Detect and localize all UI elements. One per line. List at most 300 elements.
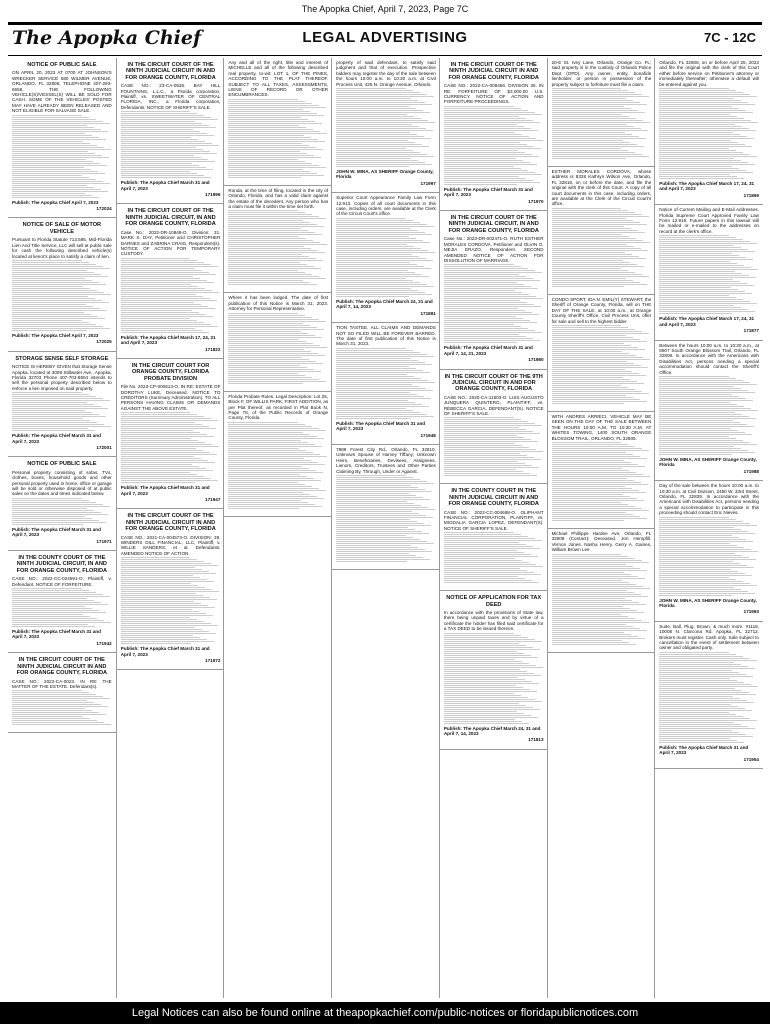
text-line bbox=[336, 128, 426, 129]
text-line bbox=[336, 517, 433, 518]
text-line bbox=[552, 462, 632, 463]
text-line bbox=[552, 102, 641, 103]
text-line bbox=[444, 304, 534, 305]
text-line bbox=[336, 94, 427, 95]
text-line bbox=[121, 575, 194, 576]
text-line bbox=[121, 324, 212, 325]
text-line bbox=[12, 600, 94, 601]
text-line bbox=[228, 123, 322, 124]
text-line bbox=[12, 606, 85, 607]
text-line bbox=[228, 488, 319, 489]
text-line bbox=[659, 587, 734, 588]
text-line bbox=[12, 175, 82, 176]
text-line bbox=[336, 551, 432, 552]
text-line bbox=[552, 90, 629, 91]
text-line bbox=[12, 522, 106, 523]
text-line bbox=[444, 328, 528, 329]
text-line bbox=[659, 555, 742, 556]
text-line bbox=[444, 126, 524, 127]
text-line bbox=[12, 622, 111, 623]
text-line bbox=[552, 466, 646, 467]
text-line bbox=[121, 145, 220, 146]
legal-notices-columns bbox=[8, 58, 762, 998]
text-line bbox=[659, 178, 744, 179]
text-line bbox=[228, 135, 304, 136]
text-line bbox=[12, 424, 104, 425]
text-line bbox=[444, 671, 527, 672]
text-line bbox=[228, 321, 326, 322]
text-line bbox=[336, 102, 425, 103]
text-line bbox=[336, 234, 432, 235]
text-line bbox=[444, 459, 541, 460]
text-line bbox=[228, 109, 303, 110]
text-line bbox=[336, 282, 420, 283]
text-line bbox=[552, 367, 649, 368]
text-line bbox=[336, 489, 425, 490]
text-line bbox=[121, 139, 199, 140]
text-line bbox=[659, 88, 729, 89]
text-line bbox=[552, 327, 629, 328]
publish-dates: JOHN W. MINA, AS SHERIFF Orange County, Florida bbox=[336, 169, 434, 180]
notice-id: 171997 bbox=[420, 180, 436, 186]
text-line bbox=[444, 336, 526, 337]
text-line bbox=[659, 132, 733, 133]
legal-notice bbox=[548, 529, 656, 653]
text-line bbox=[444, 106, 514, 107]
text-line bbox=[228, 230, 308, 231]
text-line bbox=[336, 380, 428, 381]
notice-body: In accordance with the provisions of State law, there being unpaid taxes and by virtue of a certificate the holder has filed said certificate for a TAX DEED to be issued thereon. bbox=[443, 610, 544, 632]
text-line bbox=[659, 241, 750, 242]
text-line bbox=[552, 616, 629, 617]
text-line bbox=[444, 332, 542, 333]
text-line bbox=[121, 153, 218, 154]
publish-dates: Publish: The Apopka Chief March 17, 24, 31 and April 7, 2023 bbox=[659, 181, 755, 192]
text-line bbox=[336, 296, 409, 297]
text-line bbox=[552, 353, 630, 354]
legal-notice bbox=[548, 58, 656, 167]
text-line bbox=[552, 256, 640, 257]
text-line bbox=[336, 154, 427, 155]
notice-body: CASE NO.: 2022-CC-004688-O. OLIPHANT FINANCIAL CORPORATION, PLAINTIFF, vs. MIGDALIA GARCIA LOPEZ, DEFENDANT(S). NOTICE OF SHERIFF'S SALE. bbox=[443, 509, 544, 531]
text-line bbox=[336, 256, 419, 257]
text-line bbox=[659, 98, 734, 99]
text-line bbox=[228, 171, 310, 172]
notice-title: IN THE CIRCUIT COURT OF THE NINTH JUDICIAL CIRCUIT IN AND FOR ORANGE COUNTY, FLORIDA bbox=[125, 62, 216, 81]
text-line bbox=[659, 712, 729, 713]
text-line bbox=[121, 123, 203, 124]
text-line bbox=[659, 257, 746, 258]
text-line bbox=[659, 684, 751, 685]
text-line bbox=[336, 352, 420, 353]
text-line bbox=[12, 262, 89, 263]
text-line bbox=[12, 167, 84, 168]
text-line bbox=[228, 490, 326, 491]
text-line bbox=[659, 386, 734, 387]
text-line bbox=[659, 303, 757, 304]
text-line bbox=[552, 610, 638, 611]
text-line bbox=[552, 274, 643, 275]
text-line bbox=[121, 611, 200, 612]
text-line bbox=[659, 146, 752, 147]
text-line bbox=[121, 260, 198, 261]
text-line bbox=[552, 474, 644, 475]
text-line bbox=[121, 631, 210, 632]
text-line bbox=[336, 372, 430, 373]
text-line bbox=[228, 272, 305, 273]
text-line bbox=[121, 637, 201, 638]
text-line bbox=[659, 682, 744, 683]
text-line bbox=[659, 406, 744, 407]
text-line bbox=[336, 543, 434, 544]
text-line bbox=[552, 570, 648, 571]
text-line bbox=[552, 572, 625, 573]
text-line bbox=[336, 266, 424, 267]
text-line bbox=[659, 104, 755, 105]
publish-dates: Publish: The Apopka Chief March 31 and April 7, 2023 bbox=[659, 744, 749, 756]
text-line bbox=[659, 150, 736, 151]
text-line bbox=[659, 736, 753, 737]
text-line bbox=[444, 657, 538, 658]
text-line bbox=[659, 454, 732, 455]
text-line bbox=[336, 268, 431, 269]
text-line bbox=[659, 313, 732, 314]
text-line bbox=[228, 167, 326, 168]
text-line bbox=[444, 421, 528, 422]
text-line bbox=[12, 610, 99, 611]
text-line bbox=[552, 148, 622, 149]
text-line bbox=[12, 508, 87, 509]
text-line bbox=[336, 505, 421, 506]
text-line bbox=[444, 114, 542, 115]
text-line bbox=[444, 144, 527, 145]
notice-body: Suite, Ball, Plug, Brown, & much more. #1118, 10008 N. Clarcona Rd. Apopka, FL 32712. Brokers must register. Cash only. Sale subject to cancellation in the event of settlement between owner and obligated party. bbox=[659, 623, 759, 651]
text-line bbox=[12, 153, 95, 154]
text-line bbox=[336, 483, 434, 484]
text-line bbox=[336, 378, 421, 379]
column-6 bbox=[547, 58, 656, 998]
notice-body: File No. 2023-CP-000613-O. IN RE: ESTATE OF DOROTHY LUKE, Deceased. NOTICE TO CREDITORS (Summary Administration). TO ALL PERSONS HAVING CLAIMS OR DEMANDS AGAINST THE ABOVE ESTATE. bbox=[120, 384, 221, 411]
text-line bbox=[12, 280, 92, 281]
text-line bbox=[659, 563, 740, 564]
text-line bbox=[552, 395, 627, 396]
text-line bbox=[659, 384, 757, 385]
text-line bbox=[12, 115, 82, 116]
text-line bbox=[336, 400, 408, 401]
text-line bbox=[228, 383, 303, 384]
text-line bbox=[659, 567, 754, 568]
text-line bbox=[228, 234, 322, 235]
notice-body: Any and all of the right, title and interest of MICHELLE and all of the following described real property, to-wit: LOT 1, OF THE PINES, ACCORDING TO THE PLAT THEREOF. SUBJECT TO ALL TAXES, ASSESSMENTS, LIENS OF RECORD OR OTHER ENCUMBRANCES. bbox=[228, 60, 329, 98]
text-line bbox=[444, 705, 526, 706]
text-line bbox=[228, 506, 322, 507]
text-line bbox=[552, 488, 633, 489]
text-line bbox=[659, 267, 751, 268]
text-line bbox=[444, 419, 521, 420]
text-line bbox=[444, 465, 532, 466]
text-line bbox=[228, 472, 323, 473]
text-line bbox=[228, 242, 320, 243]
text-line bbox=[552, 618, 636, 619]
text-line bbox=[659, 658, 750, 659]
text-line bbox=[228, 446, 322, 447]
notice-body: 7989 Forest City Rd., Orlando, FL 32810. Unknown Spouse of Harvey Tiffany; Unknown Heirs, Beneficiaries, Devisees, Assignees, Lienors, Creditors, Trustees and Other Parties Claiming By, Through, Under or Against. bbox=[336, 446, 436, 474]
text-line bbox=[444, 425, 542, 426]
legal-notice bbox=[224, 392, 332, 517]
text-line bbox=[444, 560, 522, 561]
text-line bbox=[228, 101, 305, 102]
text-line bbox=[444, 693, 514, 694]
text-line bbox=[552, 98, 627, 99]
text-line bbox=[552, 632, 625, 633]
text-line bbox=[444, 298, 543, 299]
text-line bbox=[659, 249, 748, 250]
text-line bbox=[659, 128, 749, 129]
notice-id: 171980 bbox=[528, 357, 544, 363]
text-line bbox=[659, 716, 743, 717]
text-line bbox=[228, 448, 299, 449]
text-line bbox=[659, 678, 730, 679]
text-line bbox=[12, 608, 92, 609]
text-line bbox=[659, 523, 750, 524]
text-line bbox=[659, 283, 747, 284]
text-line bbox=[444, 136, 529, 137]
text-line bbox=[336, 549, 425, 550]
text-line bbox=[121, 482, 196, 483]
text-line bbox=[121, 416, 205, 417]
text-line bbox=[444, 276, 526, 277]
text-line bbox=[552, 464, 639, 465]
text-line bbox=[228, 228, 301, 229]
text-line bbox=[12, 123, 110, 124]
text-line bbox=[336, 136, 424, 137]
text-line bbox=[552, 286, 625, 287]
text-line bbox=[659, 376, 729, 377]
text-line bbox=[121, 581, 215, 582]
text-line bbox=[659, 430, 738, 431]
text-line bbox=[444, 564, 536, 565]
text-line bbox=[552, 578, 646, 579]
text-line bbox=[12, 173, 105, 174]
text-line bbox=[336, 531, 422, 532]
text-line bbox=[336, 479, 420, 480]
text-line bbox=[552, 604, 647, 605]
text-line bbox=[12, 692, 89, 693]
text-line bbox=[552, 140, 624, 141]
text-line bbox=[659, 174, 730, 175]
text-line bbox=[444, 633, 514, 634]
text-line bbox=[659, 583, 750, 584]
text-line bbox=[228, 133, 327, 134]
text-line bbox=[444, 342, 517, 343]
text-line bbox=[552, 210, 629, 211]
text-line bbox=[228, 460, 311, 461]
text-line bbox=[444, 264, 514, 265]
text-line bbox=[552, 387, 629, 388]
text-line bbox=[444, 663, 529, 664]
text-line bbox=[12, 284, 106, 285]
text-line bbox=[12, 700, 87, 701]
text-line bbox=[121, 328, 196, 329]
text-line bbox=[336, 547, 418, 548]
text-line bbox=[659, 293, 752, 294]
text-line bbox=[12, 131, 108, 132]
column-4 bbox=[331, 58, 440, 998]
text-line bbox=[552, 361, 628, 362]
text-line bbox=[121, 286, 199, 287]
text-line bbox=[552, 518, 648, 519]
text-line bbox=[121, 306, 209, 307]
legal-notice bbox=[548, 167, 656, 295]
text-line bbox=[552, 442, 622, 443]
text-line bbox=[12, 624, 88, 625]
text-line bbox=[552, 270, 629, 271]
text-line bbox=[444, 655, 531, 656]
text-line bbox=[444, 455, 527, 456]
text-line bbox=[444, 294, 529, 295]
text-line bbox=[444, 122, 540, 123]
text-line bbox=[228, 210, 298, 211]
text-line bbox=[444, 574, 541, 575]
notice-body: 20-E St. Ivey Lane, Orlando, Orange Co. FL; said property is in the custody of Orlando Police Dept (OPD). Any owner, entity, bonafide lienholder, or person in possession of the property subject to forfeiture must file a claim. bbox=[551, 60, 652, 87]
text-line bbox=[228, 315, 305, 316]
text-line bbox=[228, 141, 325, 142]
text-line bbox=[12, 163, 100, 164]
text-line bbox=[659, 396, 739, 397]
text-line bbox=[228, 278, 326, 279]
text-line bbox=[552, 240, 644, 241]
text-line bbox=[12, 594, 103, 595]
text-line bbox=[659, 432, 745, 433]
text-line bbox=[659, 408, 751, 409]
text-line bbox=[444, 270, 535, 271]
text-line bbox=[12, 272, 94, 273]
text-line bbox=[228, 260, 323, 261]
text-line bbox=[552, 498, 638, 499]
text-line bbox=[228, 450, 306, 451]
text-line bbox=[336, 537, 413, 538]
text-line bbox=[659, 162, 748, 163]
masthead bbox=[8, 22, 762, 56]
text-line bbox=[336, 232, 425, 233]
text-line bbox=[552, 468, 623, 469]
text-line bbox=[336, 164, 432, 165]
text-line bbox=[121, 312, 200, 313]
text-line bbox=[121, 627, 196, 628]
text-line bbox=[12, 616, 90, 617]
text-line bbox=[121, 629, 203, 630]
text-line bbox=[228, 317, 312, 318]
text-line bbox=[228, 177, 301, 178]
text-line bbox=[659, 535, 732, 536]
text-line bbox=[552, 566, 634, 567]
notice-id: 172001 bbox=[96, 444, 112, 450]
text-line bbox=[552, 268, 622, 269]
text-line bbox=[121, 643, 192, 644]
text-line bbox=[121, 633, 217, 634]
text-line bbox=[336, 146, 429, 147]
text-line bbox=[444, 134, 522, 135]
text-line bbox=[121, 440, 199, 441]
text-line bbox=[444, 667, 543, 668]
text-line bbox=[228, 434, 310, 435]
text-line bbox=[336, 264, 417, 265]
text-line bbox=[12, 328, 110, 329]
text-line bbox=[12, 298, 95, 299]
text-line bbox=[12, 414, 99, 415]
text-line bbox=[12, 185, 87, 186]
text-line bbox=[121, 129, 194, 130]
text-line bbox=[121, 165, 200, 166]
text-line bbox=[552, 335, 627, 336]
text-line bbox=[121, 268, 196, 269]
text-line bbox=[12, 324, 96, 325]
text-line bbox=[336, 274, 422, 275]
text-line bbox=[552, 379, 631, 380]
text-line bbox=[552, 94, 643, 95]
text-line bbox=[552, 260, 624, 261]
notice-body: TION TASTEE. ALL CLAIMS AND DEMANDS NOT SO FILED WILL BE FOREVER BARRED. The date of first publication of this Notice is March 31, 2023. bbox=[336, 325, 436, 347]
text-line bbox=[659, 269, 758, 270]
text-line bbox=[336, 481, 427, 482]
text-line bbox=[336, 382, 435, 383]
text-line bbox=[12, 518, 92, 519]
text-line bbox=[228, 115, 324, 116]
text-line bbox=[12, 266, 103, 267]
text-line bbox=[121, 480, 219, 481]
text-line bbox=[444, 675, 541, 676]
text-line bbox=[552, 343, 625, 344]
text-line bbox=[444, 274, 519, 275]
text-line bbox=[659, 688, 735, 689]
text-line bbox=[659, 164, 755, 165]
text-line bbox=[12, 276, 108, 277]
text-line bbox=[659, 732, 739, 733]
notice-id: 171971 bbox=[96, 538, 112, 544]
text-line bbox=[444, 316, 516, 317]
text-line bbox=[444, 280, 540, 281]
dateline: The Apopka Chief, April 7, 2023, Page 7C bbox=[301, 4, 469, 14]
text-line bbox=[444, 689, 530, 690]
text-line bbox=[444, 443, 515, 444]
text-line bbox=[12, 498, 82, 499]
text-line bbox=[12, 512, 101, 513]
text-line bbox=[659, 235, 729, 236]
text-line bbox=[444, 110, 528, 111]
text-line bbox=[552, 365, 642, 366]
text-line bbox=[121, 458, 202, 459]
text-line bbox=[121, 125, 210, 126]
text-line bbox=[228, 422, 298, 423]
text-line bbox=[444, 326, 521, 327]
text-line bbox=[552, 232, 646, 233]
text-line bbox=[444, 475, 537, 476]
text-line bbox=[659, 289, 738, 290]
text-line bbox=[12, 141, 83, 142]
publish-dates: Publish: The Apopka Chief April 7, 2023 bbox=[12, 199, 99, 205]
text-line bbox=[552, 508, 643, 509]
text-line bbox=[444, 647, 533, 648]
legal-notice bbox=[117, 509, 225, 670]
text-line bbox=[121, 557, 191, 558]
text-line bbox=[336, 292, 425, 293]
text-line bbox=[552, 154, 643, 155]
text-line bbox=[552, 622, 650, 623]
text-line bbox=[228, 331, 301, 332]
text-line bbox=[444, 711, 517, 712]
text-line bbox=[12, 260, 82, 261]
text-line bbox=[228, 470, 316, 471]
